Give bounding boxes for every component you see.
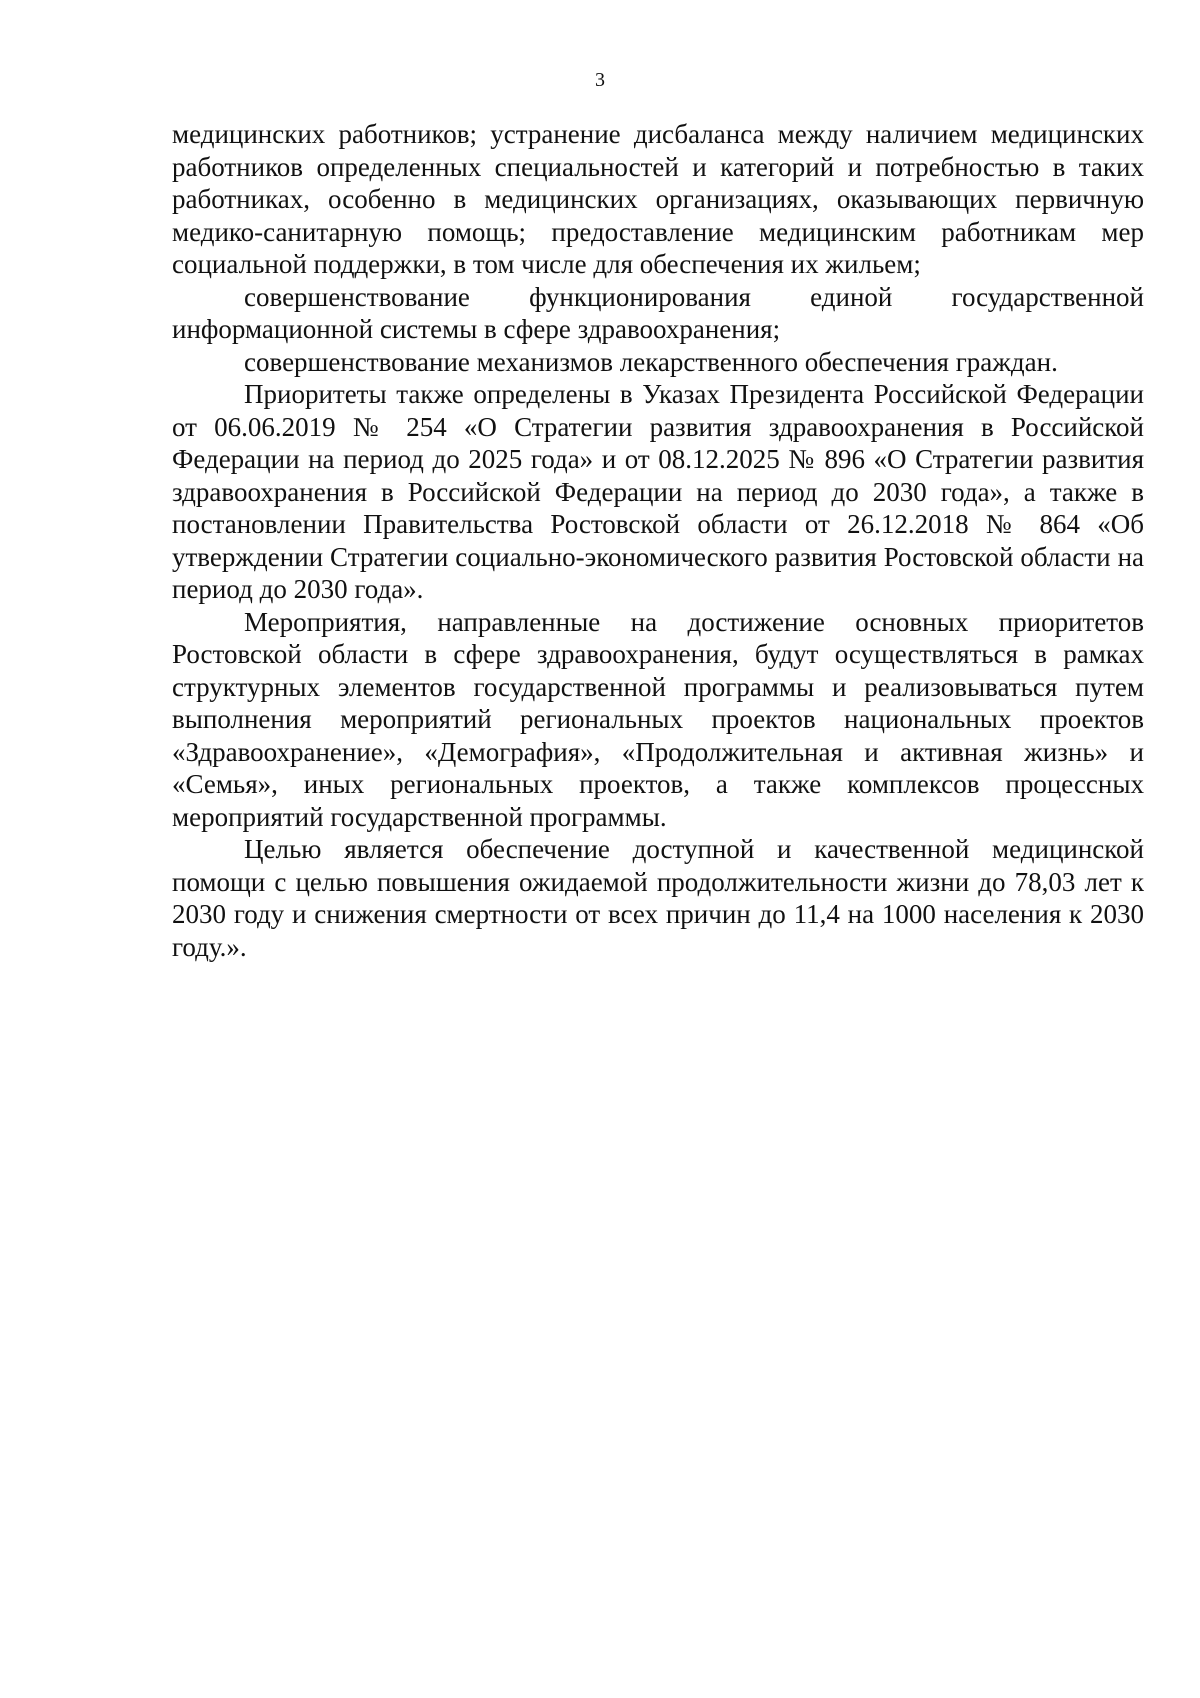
document-body	[172, 118, 1144, 963]
paragraph-goal: Целью является обеспечение доступной и качественной медицинской помощи с целью повышения ожидаемой продолжительности жизни до 78,03 лет к 2030 году и снижения смертности от всех причин до 11,4 на 1000 населения к 2030 году.».	[172, 834, 1144, 962]
paragraph-medical-workers: медицинских работников; устранение дисбаланса между наличием медицинских работников определенных специальностей и категорий и потребностью в таких работниках, особенно в медицинских организациях, оказывающих первичную медико-санитарную помощь; предоставление медицинским работникам мер социальной поддержки, в том числе для обеспечения их жильем;	[172, 119, 1144, 279]
paragraph-measures-projects: Мероприятия, направленные на достижение основных приоритетов Ростовской области в сфере здравоохранения, будут осуществляться в рамках структурных элементов государственной программы и реализовываться путем выполнения мероприятий региональных проектов национальных проектов «Здравоохранение», «Демография», «Продолжительная и активная жизнь» и «Семья», иных региональных проектов, а также комплексов процессных мероприятий государственной программы.	[172, 606, 1144, 832]
page-number: 3	[595, 69, 605, 91]
paragraph-priorities-decrees: Приоритеты также определены в Указах Президента Российской Федерации от 06.06.2019 № 254 «О Стратегии развития здравоохранения в Российской Федерации на период до 2025 года» и от 08.12.2025 № 896 «О Стратегии развития здравоохранения в Российской Федерации на период до 2030 года», а также в постановлении Правительства Ростовской области от 26.12.2018 № 864 «Об утверждении Стратегии социально-экономического развития Ростовской области на период до 2030 года».	[172, 379, 1144, 604]
paragraph-information-system: совершенствование функционирования единой государственной информационной системы в сфере здравоохранения;	[172, 281, 1144, 344]
paragraph-drug-provision: совершенствование механизмов лекарственного обеспечения граждан.	[244, 346, 1058, 377]
